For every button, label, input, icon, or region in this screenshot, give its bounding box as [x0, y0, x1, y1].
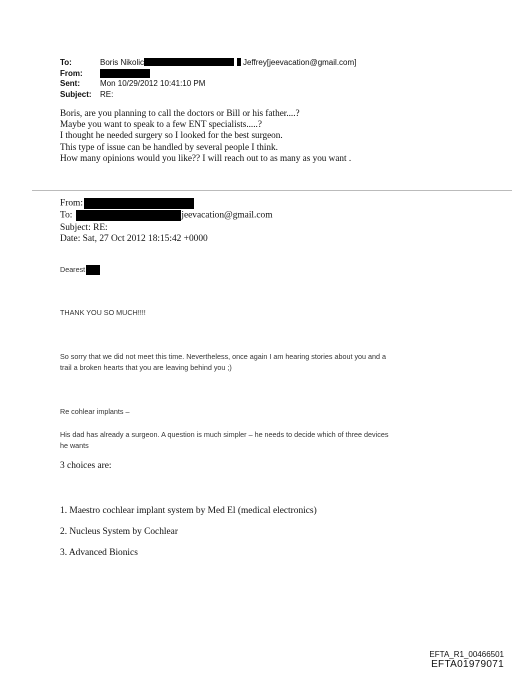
to-label: To:	[60, 58, 72, 67]
thanks-line: THANK YOU SO MUCH!!!!	[60, 308, 146, 317]
from-line: From:	[60, 198, 273, 210]
email-header-1	[60, 58, 356, 100]
redaction-bar	[237, 58, 241, 66]
redaction-bar	[86, 265, 100, 275]
sent-value: Mon 10/29/2012 10:41:10 PM	[100, 79, 206, 88]
body-line: I thought he needed surgery so I looked for the best surgeon.	[60, 130, 283, 141]
redaction-bar	[144, 58, 234, 66]
bates-number-1: EFTA_R1_00466501	[429, 650, 504, 659]
choice-item: 2. Nucleus System by Cochlear	[60, 527, 178, 537]
choice-item: 1. Maestro cochlear implant system by Med El (medical electronics)	[60, 506, 317, 516]
subject-line: Subject: RE:	[60, 222, 108, 233]
redaction-bar	[76, 210, 181, 221]
body-line: Maybe you want to speak to a few ENT specialists.....?	[60, 119, 262, 130]
paragraph-line: So sorry that we did not meet this time. Nevertheless, once again I am hearing stories about you and a	[60, 352, 387, 361]
subject-value: RE:	[100, 89, 114, 99]
choices-heading: 3 choices are:	[60, 461, 112, 471]
paragraph-line: His dad has already a surgeon. A question is much simpler – he needs to decide which of three devices	[60, 430, 389, 439]
to-name: Boris Nikolic	[100, 58, 145, 67]
email-body-1	[60, 108, 351, 164]
paragraph-line: trail a broken hearts that you are leaving behind you ;)	[60, 363, 232, 372]
date-line: Date: Sat, 27 Oct 2012 18:15:42 +0000	[60, 234, 208, 245]
to-line: To: jeevacation@gmail.com	[60, 210, 273, 221]
redaction-bar	[100, 69, 150, 78]
sent-row	[60, 79, 356, 90]
bates-number-2: EFTA01979071	[431, 659, 504, 670]
body-line: Boris, are you planning to call the doctors or Bill or his father....?	[60, 108, 300, 118]
subject-row	[60, 90, 356, 101]
body-line: This type of issue can be handled by several people I think.	[60, 141, 278, 152]
body-line: How many opinions would you like?? I will reach out to as many as you want .	[60, 152, 352, 163]
sent-label: Sent:	[60, 79, 80, 88]
greeting: Dearest	[60, 265, 100, 275]
to-row	[60, 58, 356, 69]
footer-bates	[429, 650, 504, 670]
subject-label: Subject:	[60, 89, 92, 99]
to-tail: Jeffrey[jeevacation@gmail.com]	[243, 58, 357, 67]
paragraph-line: he wants	[60, 441, 89, 450]
from-row	[60, 69, 356, 80]
redaction-bar	[84, 198, 194, 209]
divider	[32, 190, 512, 191]
choice-item: 3. Advanced Bionics	[60, 548, 138, 558]
email-header-2	[60, 198, 273, 246]
re-line: Re cohlear implants –	[60, 407, 130, 416]
from-label: From:	[60, 68, 83, 78]
